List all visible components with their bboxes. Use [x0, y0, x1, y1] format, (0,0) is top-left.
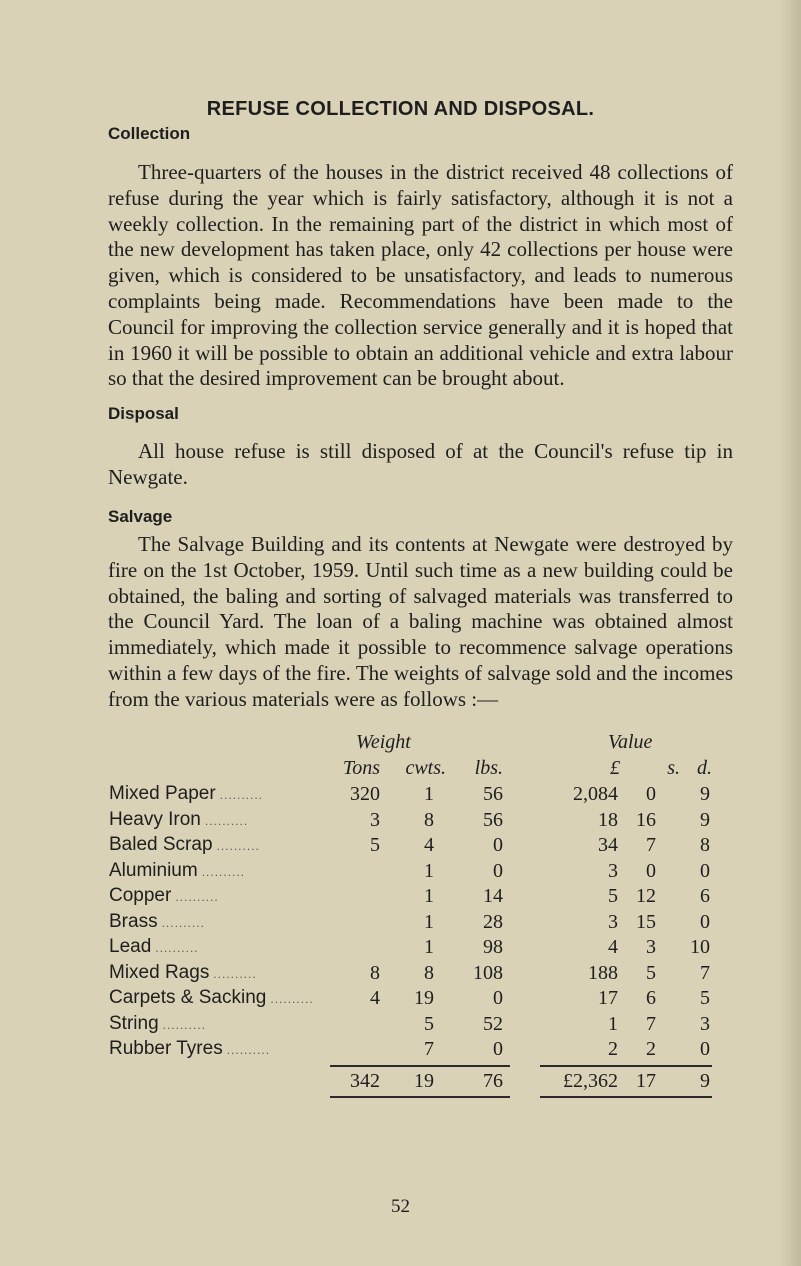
table-cell-cwts: 1	[424, 783, 434, 805]
table-cell-cwts: 1	[424, 910, 434, 933]
table-cell-pence: 3	[700, 1012, 710, 1035]
table-row-label	[109, 910, 205, 935]
table-cell-cwts: 5	[424, 1012, 434, 1035]
table-row-label	[109, 935, 199, 960]
table-cell-shillings: 3	[646, 936, 656, 958]
material-name: Mixed Rags	[109, 961, 210, 983]
table-cell-lbs: 52	[483, 1012, 503, 1035]
table-cell-pounds: 1	[608, 1012, 618, 1035]
section-text-disposal: All house refuse is still disposed of at the Council's refuse tip in Newgate.	[108, 439, 733, 489]
table-cell-tons: 320	[350, 783, 380, 805]
table-cell-tons: 5	[370, 834, 380, 856]
page-title: REFUSE COLLECTION AND DISPOSAL.	[206, 98, 595, 120]
table-cell-cwts: 1	[424, 859, 434, 882]
section-text-salvage: The Salvage Building and its contents at Newgate were destroyed by fire on the 1st October, 1959. Until such time as a new building could be obtained, the baling and sorting of salvaged materials was transferred to the Council Yard. The loan of a baling machine was obtained almost immediately, which made it possible to recommence salvage operations within a few days of the fire. The weights of salvage sold and the incomes from the various materials were as follows :—	[108, 532, 733, 711]
value-group-header: Value	[608, 731, 653, 753]
material-name: Mixed Paper	[109, 783, 216, 804]
dot-leader: ..........	[175, 890, 219, 904]
dot-leader: ..........	[226, 1043, 271, 1057]
table-cell-shillings: 15	[636, 910, 656, 933]
table-cell-pounds: 188	[588, 961, 618, 984]
total-rule-top	[540, 1065, 712, 1067]
material-name: Brass	[109, 910, 158, 932]
table-row-label	[109, 782, 263, 807]
table-cell-lbs: 108	[473, 961, 503, 984]
table-cell-pounds: 2,084	[573, 783, 618, 805]
table-cell-lbs: 0	[493, 1038, 503, 1060]
table-cell-tons: 3	[370, 808, 380, 831]
total-cell-cwts: 19	[414, 1069, 434, 1092]
table-cell-cwts: 19	[414, 987, 434, 1009]
table-cell-shillings: 5	[646, 961, 656, 984]
table-cell-pence: 7	[700, 961, 710, 984]
table-cell-shillings: 7	[646, 1012, 656, 1035]
table-cell-pounds: 5	[608, 885, 618, 907]
dot-leader: ..........	[162, 1017, 206, 1032]
table-cell-cwts: 4	[424, 834, 434, 856]
material-name: Lead	[109, 936, 152, 957]
total-rule-bottom	[540, 1096, 712, 1098]
header-lbs: lbs.	[474, 757, 503, 779]
table-cell-shillings: 12	[636, 885, 656, 907]
dot-leader: ..........	[201, 864, 246, 879]
table-cell-lbs: 28	[483, 910, 503, 933]
table-cell-pounds: 3	[608, 910, 618, 933]
header-pounds: £	[610, 757, 620, 779]
material-name: Baled Scrap	[109, 834, 213, 855]
table-cell-shillings: 6	[646, 987, 656, 1009]
total-rule-top	[330, 1065, 510, 1067]
table-cell-pence: 0	[700, 859, 710, 882]
total-cell-shillings: 17	[636, 1069, 656, 1092]
section-heading-collection: Collection	[108, 124, 191, 143]
table-cell-pounds: 2	[608, 1038, 618, 1060]
table-cell-lbs: 98	[483, 936, 503, 958]
material-name: Copper	[109, 885, 172, 906]
header-pence: d.	[697, 757, 712, 779]
table-row-label	[109, 961, 257, 986]
table-cell-pence: 6	[700, 885, 710, 907]
table-cell-lbs: 0	[493, 834, 503, 856]
dot-leader: ..........	[216, 839, 260, 853]
table-cell-pence: 10	[690, 936, 710, 958]
table-cell-cwts: 7	[424, 1038, 434, 1060]
table-cell-lbs: 56	[483, 783, 503, 805]
table-cell-pence: 8	[700, 834, 710, 856]
table-cell-tons: 8	[370, 961, 380, 984]
dot-leader: ..........	[204, 813, 249, 828]
page-edge-shadow	[779, 0, 801, 1266]
total-cell-lbs: 76	[483, 1069, 503, 1092]
header-cwts: cwts.	[405, 757, 446, 779]
material-name: Carpets & Sacking	[109, 987, 267, 1008]
header-tons: Tons	[342, 757, 380, 779]
table-cell-cwts: 1	[424, 936, 434, 958]
table-cell-shillings: 0	[646, 783, 656, 805]
table-cell-pounds: 4	[608, 936, 618, 958]
table-cell-tons: 4	[370, 987, 380, 1009]
table-cell-pence: 0	[700, 910, 710, 933]
total-cell-tons: 342	[350, 1069, 380, 1092]
table-cell-shillings: 7	[646, 834, 656, 856]
dot-leader: ..........	[213, 966, 257, 981]
table-row-label	[109, 859, 245, 884]
table-row-label	[109, 884, 219, 909]
table-cell-pounds: 3	[608, 859, 618, 882]
table-cell-lbs: 0	[493, 859, 503, 882]
table-cell-cwts: 1	[424, 885, 434, 907]
table-cell-lbs: 14	[483, 885, 503, 907]
table-cell-pounds: 34	[598, 834, 618, 856]
table-cell-pence: 5	[700, 987, 710, 1009]
table-row-label	[109, 808, 248, 833]
table-cell-pounds: 18	[598, 808, 618, 831]
table-row-label	[109, 833, 260, 858]
table-cell-shillings: 0	[646, 859, 656, 882]
table-cell-lbs: 56	[483, 808, 503, 831]
material-name: Heavy Iron	[109, 808, 201, 830]
section-text-collection: Three-quarters of the houses in the district received 48 collections of refuse during the year which is fairly satisfactory, although it is not a weekly collection. In the remaining part of the district in which most of the new development has taken place, only 42 collections per house were given, which is considered to be unsatisfactory, and leads to numerous complaints being made. Recommendations have been made to the Council for improving the collection service generally and it is hoped that in 1960 it will be possible to obtain an additional vehicle and extra labour so that the desired improvement can be brought about.	[108, 160, 733, 391]
total-cell-pence: 9	[700, 1069, 710, 1092]
total-rule-bottom	[330, 1096, 510, 1098]
weight-group-header: Weight	[356, 731, 411, 753]
table-cell-shillings: 16	[636, 808, 656, 831]
dot-leader: ..........	[270, 992, 314, 1006]
table-cell-pence: 9	[700, 783, 710, 805]
material-name: String	[109, 1012, 159, 1034]
dot-leader: ..........	[161, 915, 205, 930]
table-cell-cwts: 8	[424, 961, 434, 984]
dot-leader: ..........	[219, 788, 264, 802]
material-name: Rubber Tyres	[109, 1038, 223, 1059]
dot-leader: ..........	[155, 941, 199, 955]
table-row-label	[109, 986, 314, 1011]
section-heading-disposal: Disposal	[108, 404, 179, 423]
table-cell-pounds: 17	[598, 987, 618, 1009]
table-row-label	[109, 1012, 206, 1037]
table-cell-pence: 9	[700, 808, 710, 831]
page-number: 52	[391, 1196, 410, 1217]
material-name: Aluminium	[109, 859, 198, 881]
section-heading-salvage: Salvage	[108, 507, 173, 526]
header-shillings: s.	[667, 757, 680, 779]
table-cell-lbs: 0	[493, 987, 503, 1009]
total-cell-pounds: £2,362	[563, 1069, 618, 1092]
table-cell-shillings: 2	[646, 1038, 656, 1060]
table-cell-cwts: 8	[424, 808, 434, 831]
table-cell-pence: 0	[700, 1038, 710, 1060]
table-row-label	[109, 1037, 270, 1062]
